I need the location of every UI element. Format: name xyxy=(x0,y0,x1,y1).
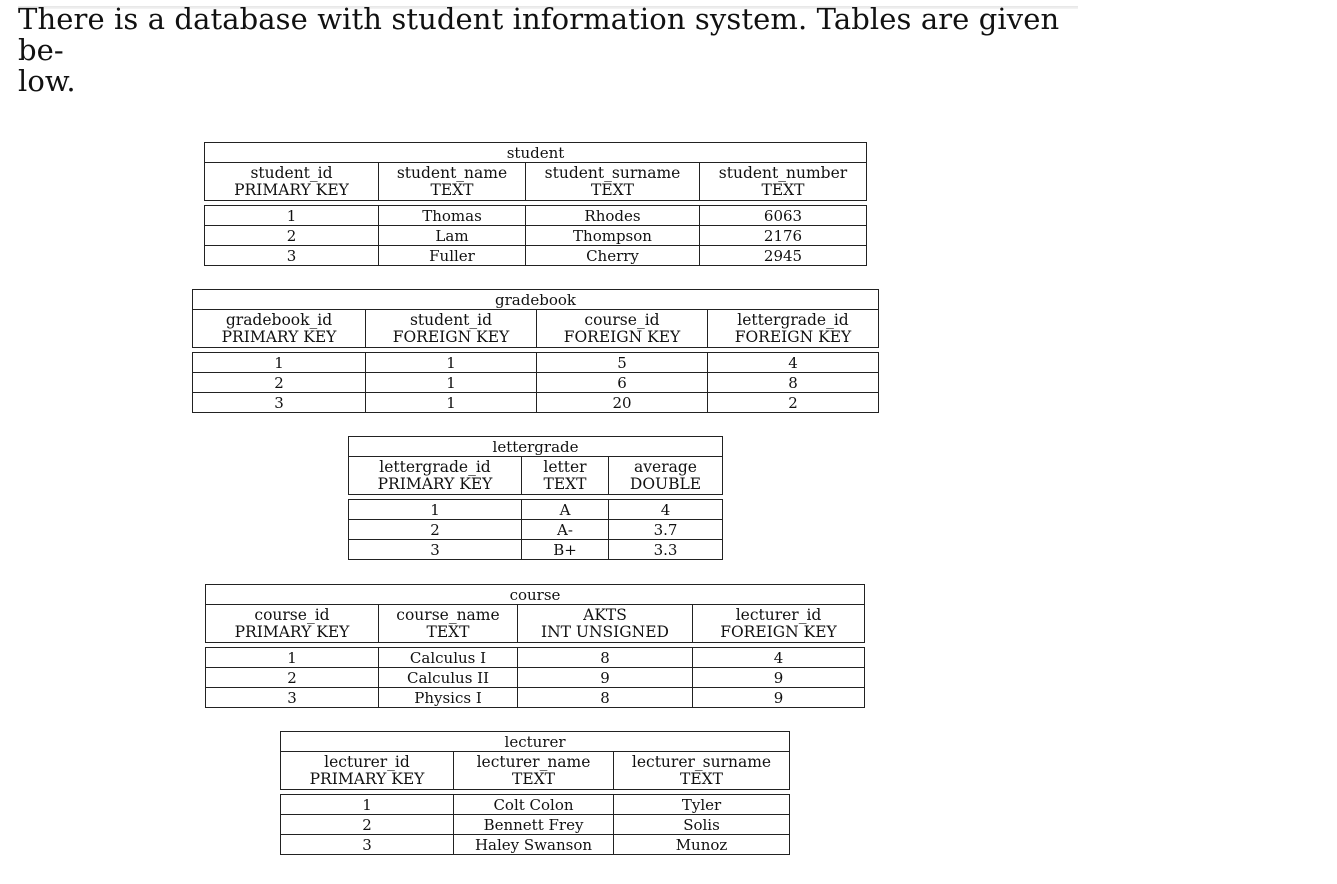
table-cell: Physics I xyxy=(379,688,518,708)
table-cell: 1 xyxy=(281,795,454,815)
table-row xyxy=(281,815,790,835)
table-cell: 2176 xyxy=(700,226,867,246)
column-header: lecturer_id PRIMARY KEY xyxy=(281,752,454,790)
course-table xyxy=(205,584,865,708)
table-cell: Cherry xyxy=(526,246,700,266)
table-row xyxy=(206,668,865,688)
table-cell: 6 xyxy=(537,373,708,393)
table-row xyxy=(281,835,790,855)
table-cell: 2 xyxy=(349,520,522,540)
table-row xyxy=(206,688,865,708)
table-cell: 4 xyxy=(708,353,879,373)
table-cell: 1 xyxy=(366,373,537,393)
table-cell: 1 xyxy=(193,353,366,373)
column-header: course_id FOREIGN KEY xyxy=(537,310,708,348)
table-row xyxy=(205,226,867,246)
table-cell: 2 xyxy=(708,393,879,413)
table-cell: 2945 xyxy=(700,246,867,266)
table-row xyxy=(205,246,867,266)
table-title: gradebook xyxy=(193,290,879,310)
table-cell: 8 xyxy=(518,648,693,668)
student-table xyxy=(204,142,867,266)
table-cell: Colt Colon xyxy=(454,795,614,815)
table-title: lettergrade xyxy=(349,437,723,457)
intro-line-2: low. xyxy=(18,64,76,98)
table-cell: 3 xyxy=(205,246,379,266)
table-title: student xyxy=(205,143,867,163)
table-cell: Tyler xyxy=(614,795,790,815)
table-cell: 1 xyxy=(366,393,537,413)
table-cell: 4 xyxy=(693,648,865,668)
table-cell: A xyxy=(522,500,609,520)
column-header: student_id FOREIGN KEY xyxy=(366,310,537,348)
table-cell: Thomas xyxy=(379,206,526,226)
table-row xyxy=(349,540,723,560)
column-header: student_name TEXT xyxy=(379,163,526,201)
gradebook-table xyxy=(192,289,879,413)
table-cell: Fuller xyxy=(379,246,526,266)
table-cell: 9 xyxy=(693,668,865,688)
column-header: lecturer_name TEXT xyxy=(454,752,614,790)
table-cell: Rhodes xyxy=(526,206,700,226)
table-cell: 3 xyxy=(206,688,379,708)
table-cell: 9 xyxy=(693,688,865,708)
table-cell: Calculus II xyxy=(379,668,518,688)
column-header: gradebook_id PRIMARY KEY xyxy=(193,310,366,348)
column-header: student_id PRIMARY KEY xyxy=(205,163,379,201)
table-cell: 2 xyxy=(281,815,454,835)
table-row xyxy=(349,500,723,520)
table-row xyxy=(193,353,879,373)
table-cell: 1 xyxy=(366,353,537,373)
table-cell: Lam xyxy=(379,226,526,246)
table-cell: 3.3 xyxy=(609,540,723,560)
column-header: lecturer_surname TEXT xyxy=(614,752,790,790)
table-cell: 2 xyxy=(206,668,379,688)
table-cell: B+ xyxy=(522,540,609,560)
table-cell: 3 xyxy=(349,540,522,560)
table-row xyxy=(205,206,867,226)
table-row xyxy=(281,795,790,815)
intro-line-1: There is a database with student information system. Tables are given be- xyxy=(18,2,1060,67)
table-cell: Thompson xyxy=(526,226,700,246)
column-header: AKTS INT UNSIGNED xyxy=(518,605,693,643)
column-header: student_surname TEXT xyxy=(526,163,700,201)
table-cell: 20 xyxy=(537,393,708,413)
table-cell: Munoz xyxy=(614,835,790,855)
column-header: letter TEXT xyxy=(522,457,609,495)
table-title: lecturer xyxy=(281,732,790,752)
table-cell: 8 xyxy=(518,688,693,708)
column-header: lecturer_id FOREIGN KEY xyxy=(693,605,865,643)
table-title: course xyxy=(206,585,865,605)
intro-paragraph xyxy=(18,4,1078,97)
table-cell: 4 xyxy=(609,500,723,520)
table-cell: 1 xyxy=(205,206,379,226)
column-header: course_id PRIMARY KEY xyxy=(206,605,379,643)
column-header: lettergrade_id PRIMARY KEY xyxy=(349,457,522,495)
column-header: student_number TEXT xyxy=(700,163,867,201)
table-cell: 9 xyxy=(518,668,693,688)
column-header: lettergrade_id FOREIGN KEY xyxy=(708,310,879,348)
table-cell: 3 xyxy=(193,393,366,413)
table-cell: Solis xyxy=(614,815,790,835)
column-header: course_name TEXT xyxy=(379,605,518,643)
table-row xyxy=(349,520,723,540)
table-cell: 8 xyxy=(708,373,879,393)
table-cell: 6063 xyxy=(700,206,867,226)
table-cell: 3 xyxy=(281,835,454,855)
lecturer-table xyxy=(280,731,790,855)
table-cell: 5 xyxy=(537,353,708,373)
table-cell: A- xyxy=(522,520,609,540)
column-header: average DOUBLE xyxy=(609,457,723,495)
table-cell: Calculus I xyxy=(379,648,518,668)
table-cell: 2 xyxy=(205,226,379,246)
lettergrade-table xyxy=(348,436,723,560)
table-row xyxy=(193,393,879,413)
table-cell: 2 xyxy=(193,373,366,393)
table-row xyxy=(193,373,879,393)
table-cell: Bennett Frey xyxy=(454,815,614,835)
table-cell: Haley Swanson xyxy=(454,835,614,855)
table-cell: 3.7 xyxy=(609,520,723,540)
table-cell: 1 xyxy=(206,648,379,668)
table-row xyxy=(206,648,865,668)
table-cell: 1 xyxy=(349,500,522,520)
